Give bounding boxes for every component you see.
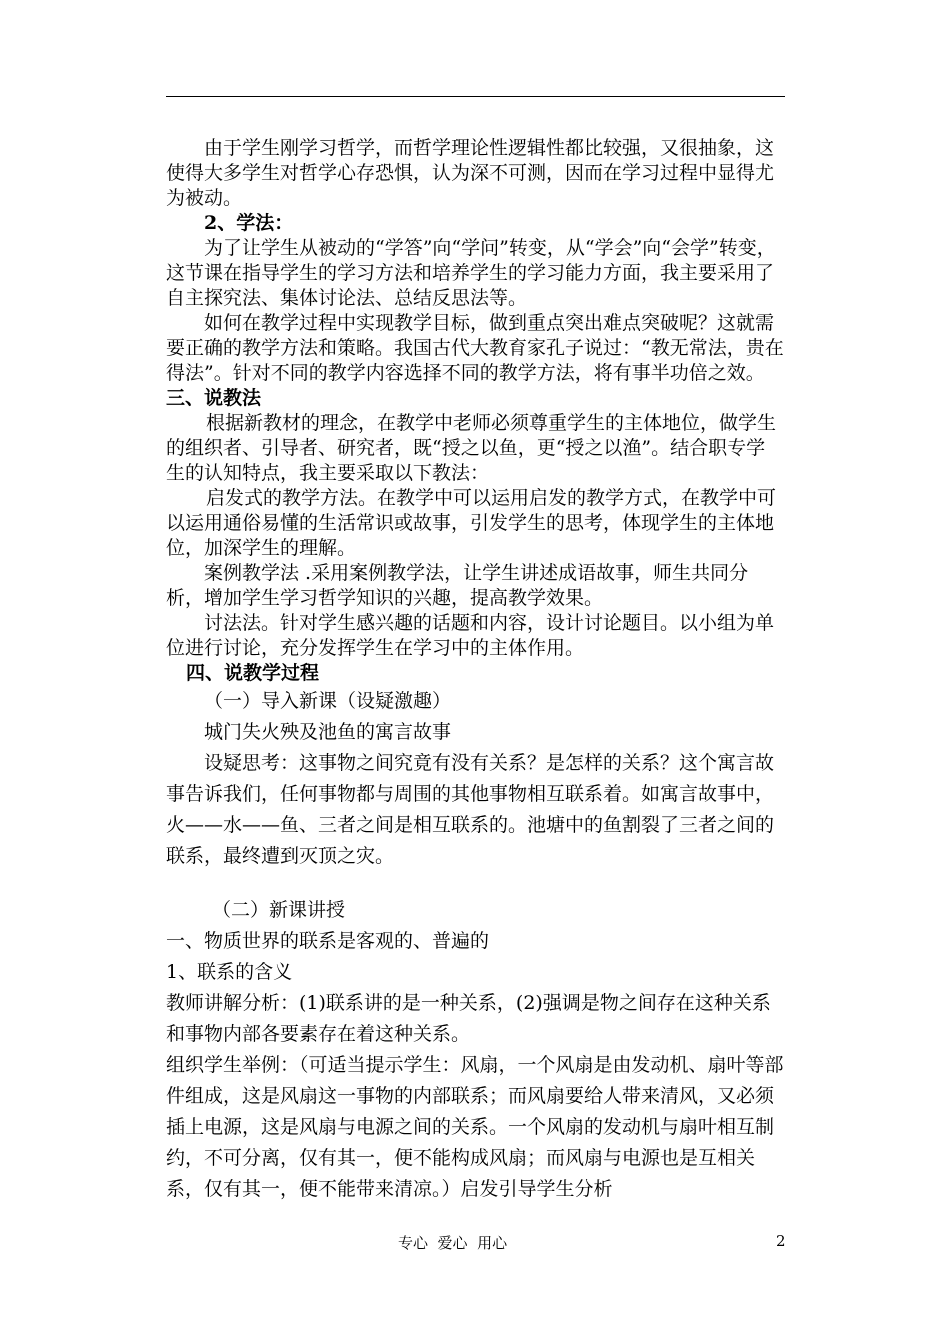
paragraph-question-thinking: 设疑思考：这事物之间究竟有没有关系？是怎样的关系？这个寓言故事告诉我们，任何事物都与周围的其他事物相互联系着。如寓言故事中，火——水——鱼、三者之间是相互联系的。池塘中的鱼割裂了三者之间的联系，最终遭到灭顶之灾。 [166,752,775,867]
subheading-new-lesson: （二）新课讲授 [212,899,346,921]
paragraph-new-textbook-concept: 根据新教材的理念，在教学中老师必须尊重学生的主体地位，做学生的组织者、引导者、研究者，既“授之以鱼，更“授之以渔”。结合职专学生的认知特点，我主要采取以下教法： [166,412,777,484]
paragraph-heuristic-method: 启发式的教学方法。在教学中可以运用启发的教学方式，在教学中可以运用通俗易懂的生活常识或故事，引发学生的思考，体现学生的主体地位，加深学生的理解。 [166,487,777,559]
paragraph-teaching-goal: 如何在教学过程中实现教学目标，做到重点突出难点突破呢？这就需要正确的教学方法和策略。我国古代大教育家孔子说过：“教无常法，贵在得法”。针对不同的教学内容选择不同的教学方法，将有事半功倍之效。 [166,312,784,384]
heading-meaning-of-connection: 1、联系的含义 [166,961,293,983]
subheading-introduction: （一）导入新课（设疑激趣） [204,690,452,712]
heading-study-method: 2、学法： [204,212,294,234]
page-number: 2 [776,1232,786,1250]
paragraph-fable-title: 城门失火殃及池鱼的寓言故事 [204,721,452,743]
document-body [166,136,784,1205]
header-rule [166,96,785,97]
heading-teaching-process: 四、说教学过程 [186,662,320,684]
heading-material-world-connection: 一、物质世界的联系是客观的、普遍的 [166,930,490,952]
paragraph-student-examples: 组织学生举例：（可适当提示学生：风扇，一个风扇是由发动机、扇叶等部件组成，这是风扇这一事物的内部联系；而风扇要给人带来清风，又必须插上电源，这是风扇与电源之间的关系。一个风扇的发动机与扇叶相互制约，不可分离，仅有其一，便不能构成风扇；而风扇与电源也是互相关系，仅有其一，便不能带来清凉。）启发引导学生分析 [166,1054,784,1200]
paragraph-study-method: 为了让学生从被动的“学答”向“学问”转变，从“学会”向“会学”转变，这节课在指导学生的学习方法和培养学生的学习能力方面，我主要采用了自主探究法、集体讨论法、总结反思法等。 [166,237,776,309]
paragraph-case-method: 案例教学法 .采用案例教学法，让学生讲述成语故事，师生共同分析，增加学生学习哲学知识的兴趣，提高教学效果。 [166,562,749,609]
paragraph-student-situation: 由于学生刚学习哲学，而哲学理论性逻辑性都比较强，又很抽象，这使得大多学生对哲学心存恐惧，认为深不可测，因而在学习过程中显得尤为被动。 [166,137,775,209]
blank-line [166,872,784,895]
paragraph-teacher-explanation: 教师讲解分析：(1)联系讲的是一种关系，(2)强调是物之间存在这种关系和事物内部各要素存在着这种关系。 [166,992,771,1045]
heading-teaching-method: 三、说教法 [166,387,262,409]
footer-motto: 专心 爱心 用心 [398,1234,508,1252]
paragraph-discussion-method: 讨法法。针对学生感兴趣的话题和内容，设计讨论题目。以小组为单位进行讨论，充分发挥学生在学习中的主体作用。 [166,612,775,659]
